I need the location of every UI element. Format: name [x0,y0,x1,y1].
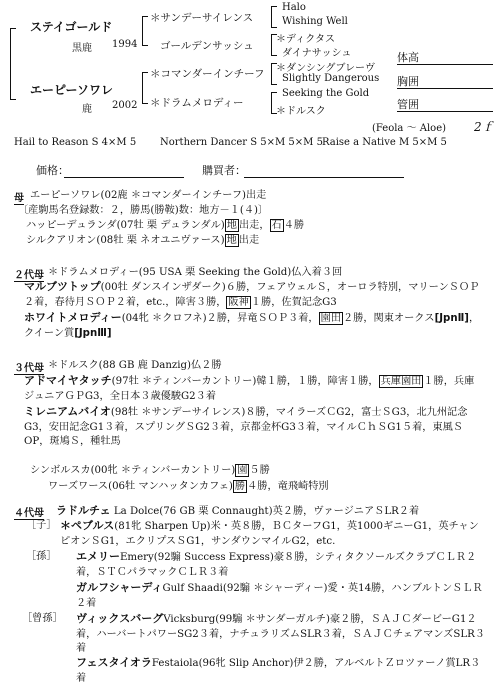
inbreeding-1: Hail to Reason S 4×M 5 [14,137,137,148]
section-tag-dam: 母 [14,189,24,205]
price-label: 価格： [36,164,69,177]
g3-6: Slightly Dangerous [282,73,380,84]
horse-pebbles: ＊ペブルス(81牝 Sharpen Up)米・英８勝，ＢＣターフG1，英1000ギニーG1，英チャンピオンＳG1，エクリプスＳG1，サンダウンマイルG2，etc. [60,519,479,547]
g3-bracket-1 [271,6,277,28]
inbreeding-3: Raise a Native M 5×M 5 [322,137,447,148]
horse-emery: エメリーEmery(92騸 Success Express)豪８勝，シティタクソールズクラブＣＬＲ２着，ＳＴＣパラマックＣＬＲ３着 [76,550,477,578]
third-dam-head: ＊ドルスク(88 GB 鹿 Danzig)仏２勝 [48,360,222,371]
sire-year: 1994 [112,39,138,50]
dam-dam: ＊ドラムメロディー [150,97,244,109]
height-label: 体高 [397,51,419,64]
g3-7: Seeking the Gold [282,88,370,99]
cannon-label: 管囲 [397,98,419,111]
buyer-label: 購買者： [202,164,246,177]
sire-name: ステイゴールド [30,20,113,34]
buyer-field[interactable] [244,177,404,178]
cannon-field[interactable] [397,111,493,112]
pedigree-bracket [10,28,16,100]
sire-sire: ＊サンデーサイレンス [150,12,254,24]
dam-sire: ＊コマンダーインチーフ [150,68,265,80]
label-grandchild: ［孫］ [26,551,57,562]
dam-foal-1: ハッピーデュランダ(07牡 栗 デュランダル) 地 出走， 石 ４勝 [26,220,305,231]
dam-head: エーピーソワレ(02鹿 ＊コマンダーインチーフ)出走 [30,190,267,201]
family-code: 2ｆ [474,120,494,134]
g3-8: ＊ドルスク [276,106,326,117]
local-mark: 地 [226,220,237,231]
dam-name: エーピーソワレ [30,83,114,97]
dam-year: 2002 [112,100,138,111]
dam-color: 鹿 [82,104,92,115]
price-field[interactable] [64,177,184,178]
ishikawa-mark: 石 [271,220,282,231]
dam-bracket [142,72,148,104]
horse-marubutsu-top: マルブツトップ(00牡 ダンスインザダーク)６勝，フェアウェルＳ，オーロラ特別，マリーンＳＯＰ２着，春待月ＳＯＰ２着，etc.，障害３勝， 阪神 １勝，佐賀記念G3 [24,280,480,308]
horse-white-melody: ホワイトメロディー(04牝 ＊クロフネ)２勝，昇竜ＳＯＰ３着， 園田 ２勝，関東オークス[JpnⅡ]，クイーン賞[JpnⅢ] [24,311,480,339]
g3-1: Halo [282,2,306,13]
second-dam-head: ＊ドラムメロディー(95 USA 栗 Seeking the Gold)仏入着３回 [48,267,343,278]
g3-4: ダイナサッシュ [282,48,352,59]
horse-admire-touch: アドマイヤタッチ(97牡 ＊ティンバーカントリー)韓１勝，１勝，障害１勝， 兵庫園田 １勝，兵庫ジュニアＧＰG3，全日本３歳優駿G2３着 [24,374,475,402]
horse-symbolska: シンボルスカ(00牝 ＊ティンバーカントリー) 園 ５勝 [30,465,270,476]
family-note: (Feola ～ Aloe) [372,123,447,134]
height-field[interactable] [397,64,493,65]
sire-bracket [142,16,148,46]
horse-millennium-bio: ミレニアムバイオ(98牡 ＊サンデーサイレンス)８勝，マイラーズＣG2，富士ＳG3，北九州記念G3，安田記念G1３着，スプリングＳG2３着，京都金杯G3３着，マイルＣｈＳG1５着，東風ＳOP，斑鳩Ｓ，種牡馬 [24,405,468,447]
horse-gulf-shaadi: ガルフシャーディGulf Shaadi(92騸 ＊シャーディー)愛・英14勝，ハンブルトンＳＬＲ２着 [76,581,483,609]
horse-festaiola: フェスタイオラFestaiola(96牝 Slip Anchor)伊２勝，アルベルトＺロツァーノ賞LR３着 [76,656,481,684]
local-mark: 地 [226,235,237,246]
label-child: ［子］ [26,520,57,531]
fourth-dam-head: ラドルチェ La Dolce(76 GB 栗 Connaught)英２勝，ヴァージニアＳLR２着 [56,504,420,517]
dam-foal-2: シルクアリオン(08牡 栗 ネオユニヴァース) 地 出走 [26,235,260,246]
sire-dam: ゴールデンサッシュ [160,40,254,52]
horse-vicksburg: ヴィックスバーグVicksburg(99騸 ＊サンダーガルチ)豪２勝，ＳＡＪＣダービーG1２着，ハーバートパワーSG2３着，ナチュラリズムSLR３着，ＳＡＪＣチェアマンズSLR３着 [76,612,485,654]
girth-label: 胸囲 [397,75,419,88]
sire-color: 黒鹿 [72,43,92,54]
inbreeding-2: Northern Dancer S 5×M 5×M 5 [160,137,323,148]
label-great-grandchild: ［曾孫］ [22,613,63,624]
g3-2: Wishing Well [282,16,348,27]
section-tag-second-dam: ２代母 [14,266,44,282]
g3-5: ＊ダンシングブレーヴ [276,63,375,74]
girth-field[interactable] [397,88,493,89]
dam-produce-stats: 〔産駒馬名登録数：２，勝馬(勝鞍)数：地方－１(４)〕 [18,205,269,216]
section-tag-third-dam: ３代母 [14,359,44,375]
g3-3: ＊ディクタス [276,34,335,45]
horse-wordsworth: ワーズワース(06牡 マンハッタンカフェ) 勝 ４勝，竜飛崎特別 [48,481,329,492]
section-tag-fourth-dam: ４代母 [14,504,44,520]
